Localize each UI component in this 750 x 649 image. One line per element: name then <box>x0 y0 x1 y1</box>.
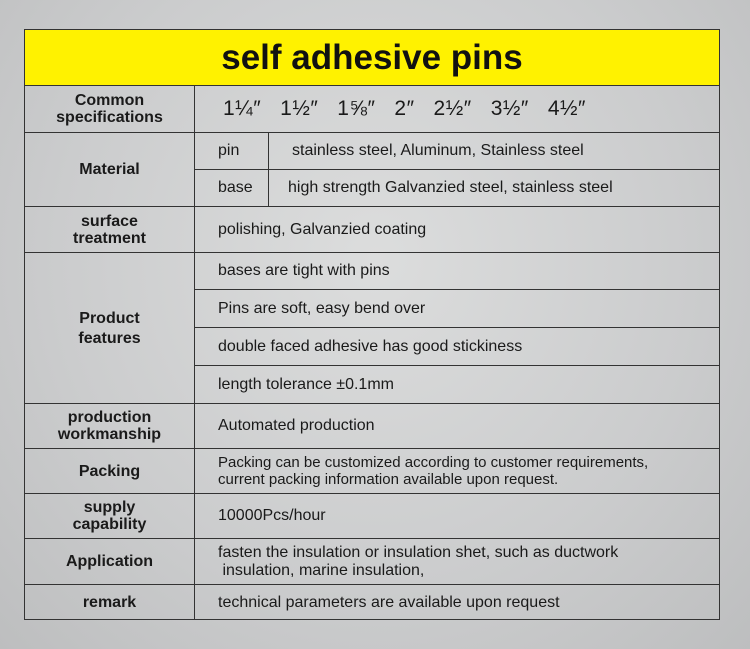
specs-sizes <box>195 85 719 132</box>
feature-item: double faced adhesive has good stickiness <box>218 337 523 355</box>
features-label-line: features <box>78 329 141 347</box>
supply-value: 10000Pcs/hour <box>218 507 326 524</box>
feature-item: bases are tight with pins <box>218 262 390 279</box>
feature-item: Pins are soft, easy bend over <box>218 299 426 317</box>
packing-value <box>195 449 719 493</box>
production-value: Automated production <box>218 417 375 434</box>
supply-label <box>25 494 194 538</box>
size-value: 1⅝″ <box>337 96 376 120</box>
production-label-line: production <box>67 409 152 426</box>
table-title: self adhesive pins <box>25 30 719 86</box>
size-value: 4½″ <box>547 96 586 120</box>
specs-label-line: Common <box>74 91 145 109</box>
features-label <box>25 253 194 403</box>
size-value: 2″ <box>394 96 415 120</box>
specs-label <box>25 85 194 132</box>
application-value-line: insulation, marine insulation, <box>218 561 425 579</box>
remark-value: technical parameters are available upon request <box>218 593 560 611</box>
remark-label: remark <box>82 594 137 611</box>
size-value: 1½″ <box>280 96 319 120</box>
size-value: 1¼″ <box>223 96 262 120</box>
specs-label-line: specifications <box>56 108 163 126</box>
supply-label-line: capability <box>72 516 147 533</box>
size-value: 3½″ <box>490 96 529 120</box>
spec-table <box>24 29 720 620</box>
surface-label-line: treatment <box>73 229 146 247</box>
material-pin-name: pin <box>218 142 240 159</box>
surface-label-line: surface <box>81 212 138 230</box>
packing-value-line: Packing can be customized according to customer requirements, <box>218 454 649 471</box>
surface-label <box>25 207 194 252</box>
packing-label: Packing <box>78 462 141 480</box>
material-base-name: base <box>218 179 253 196</box>
supply-label-line: supply <box>83 499 136 516</box>
feature-item: length tolerance ±0.1mm <box>218 375 394 393</box>
application-value <box>195 539 719 584</box>
material-pin-value: stainless steel, Aluminum, Stainless steel <box>292 142 584 159</box>
production-label <box>25 404 194 448</box>
features-label-line: Product <box>79 309 140 327</box>
packing-value-line: current packing information available upon request. <box>218 471 559 488</box>
surface-value: polishing, Galvanzied coating <box>218 220 427 238</box>
material-base-value: high strength Galvanzied steel, stainless steel <box>288 179 613 196</box>
application-value-line: fasten the insulation or insulation shet, such as ductwork <box>218 543 619 561</box>
material-label: Material <box>79 161 140 178</box>
application-label: Application <box>65 553 154 570</box>
production-label-line: workmanship <box>57 426 162 443</box>
size-value: 2½″ <box>433 96 472 120</box>
